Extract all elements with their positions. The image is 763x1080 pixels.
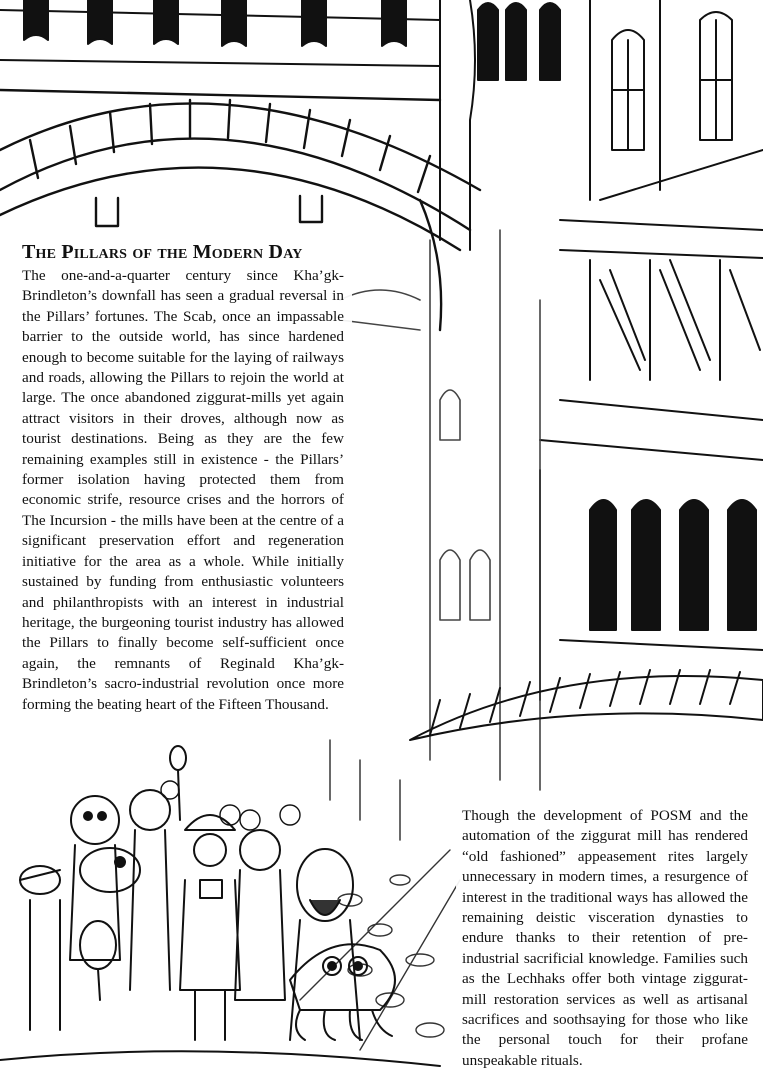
tower-window	[478, 3, 732, 150]
person	[130, 790, 170, 990]
main-text-box	[14, 236, 352, 721]
tentacled-creature	[290, 944, 395, 1040]
secondary-text-box	[456, 802, 756, 1077]
ziggurat-mill-towers	[440, 0, 763, 700]
top-window	[24, 0, 406, 46]
middle-buildings	[330, 230, 540, 840]
tourist-crowd	[0, 781, 440, 1066]
arched-windows	[590, 500, 756, 630]
main-paragraph: The one-and-a-quarter century since Kha’gk-Brindleton’s downfall has seen a gradual reversal in the Pillars’ fortunes. The Scab, once an impassable barrier to the outside world, has since hardened enough to become suitable for the laying of railways and roads, allowing the Pillars to rejoin the world at large. The once abandoned ziggurat-mills yet again attract visitors in their droves, although now as tourist destinations. Being as they are the few remaining examples still in existence - the Pillars’ former isolation having protected them from economic strife, resource crises and the horrors of The Incursion - the mills have been at the centre of a significant preservation effort and regeneration initiative for the area as a whole. While initially sustained by funding from enthusiastic volunteers and philanthropists with an interest in industrial heritage, the burgeoning tourist industry has allowed the Pillars to finally become self-sufficient once again, the remnants of Reginald Kha’gk-Brindleton’s sacro-industrial revolution once more forming the beating heart of the Fifteen Thousand.	[22, 267, 344, 713]
background-heads	[161, 781, 300, 830]
top-facade	[0, 0, 440, 66]
second-paragraph: Though the development of POSM and the automation of the ziggurat mill has rendered “old fashioned” appeasement rites largely unnecessary in modern times, a resurgence of interest in the traditional ways has allowed the remaining deistic visceration dynasties to endure thanks to their retention of pre-industrial sacrificial knowledge. Families such as the Lechhaks offer both vintage ziggurat-mill restoration services as well as artisanal sacrifices and soothsaying for those who like the personal touch for their profane unspeakable rituals.	[462, 807, 748, 1069]
explorer	[180, 815, 240, 1040]
person	[80, 848, 140, 892]
person	[70, 796, 120, 960]
awning	[410, 670, 763, 740]
person	[235, 830, 285, 1000]
section-title: The Pillars of the Modern Day	[22, 241, 303, 263]
person	[20, 866, 60, 1030]
